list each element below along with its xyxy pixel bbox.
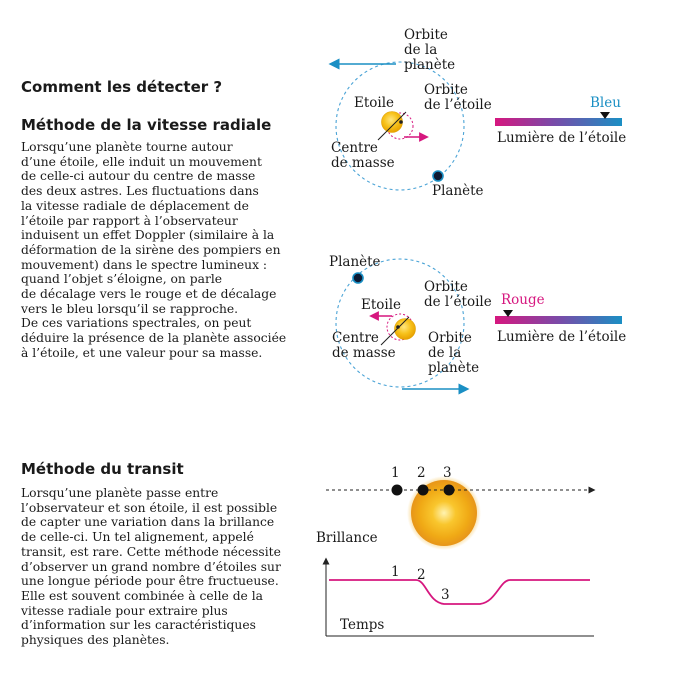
center-of-mass-label-bottom: Centre de masse — [332, 330, 396, 361]
section-title: Comment les détecter ? — [21, 78, 223, 96]
transit-diagram — [326, 476, 594, 636]
transit-planet-1 — [392, 485, 403, 496]
star-orbit-label-bottom: Orbite de l’étoile — [424, 279, 492, 310]
center-of-mass-dot — [396, 325, 400, 329]
transit-planet-3 — [444, 485, 455, 496]
transit-position-3: 3 — [443, 465, 452, 481]
planet-label-top: Planète — [432, 183, 484, 199]
star-label-bottom: Etoile — [361, 297, 402, 313]
transit-position-1: 1 — [391, 465, 400, 481]
transit-paragraph: Lorsqu’une planète passe entre l’observateur et son étoile, il est possible de capter une variation dans la brillance de celle-ci. Un tel alignement, appelé transit, est rare. Cette méthode nécessite d’observer un grand nombre d’étoiles sur une longue période pour être fructueuse. Elle est souvent combinée à celle de la vitesse radiale pour extraire plus d’information sur les caractéristiques physiques des planètes. — [21, 486, 281, 648]
planet — [433, 171, 443, 181]
light-curve — [329, 580, 590, 604]
spectrum-label-bottom: Lumière de l’étoile — [497, 329, 627, 345]
spectrum-bar-top — [495, 118, 622, 126]
spectrum-marker-top — [600, 112, 610, 119]
planet-label-bottom: Planète — [329, 254, 381, 270]
center-of-mass-dot — [399, 120, 403, 124]
spectrum-shift-label-top: Bleu — [590, 95, 621, 111]
curve-marker-1: 1 — [391, 564, 400, 580]
star-orbit-label-top: Orbite de l’étoile — [424, 82, 492, 113]
spectrum-label-top: Lumière de l’étoile — [497, 130, 627, 146]
transit-heading: Méthode du transit — [21, 460, 184, 478]
curve-marker-2: 2 — [417, 567, 426, 583]
radial-heading: Méthode de la vitesse radiale — [21, 116, 272, 134]
curve-marker-3: 3 — [441, 587, 450, 603]
transit-planet-2 — [418, 485, 429, 496]
spectrum-bar-bottom — [495, 316, 622, 324]
center-of-mass-label-top: Centre de masse — [331, 140, 395, 171]
transit-position-2: 2 — [417, 465, 426, 481]
x-axis-label: Temps — [340, 617, 385, 633]
y-axis-label: Brillance — [316, 530, 378, 546]
star-label-top: Etoile — [354, 95, 395, 111]
planet-orbit-label-bottom: Orbite de la planète — [428, 330, 480, 376]
planet-orbit-label-top: Orbite de la planète — [404, 27, 456, 73]
planet — [353, 273, 363, 283]
spectrum-shift-label-bottom: Rouge — [501, 292, 545, 308]
spectrum-marker-bottom — [503, 310, 513, 317]
radial-paragraph: Lorsqu’une planète tourne autour d’une étoile, elle induit un mouvement de celle-ci autour du centre de masse des deux astres. Les fluctuations dans la vitesse radiale de déplacement de l’étoile par rapport à l’observateur induisent un effet Doppler (similaire à la déformation de la sirène des pompiers en mouvement) dans le spectre lumineux : quand l’objet s’éloigne, on parle de décalage vers le rouge et de décalage vers le bleu lorsqu’il se rapproche. De ces variations spectrales, on peut déduire la présence de la planète associée à l’étoile, et une valeur pour sa masse. — [21, 140, 287, 360]
